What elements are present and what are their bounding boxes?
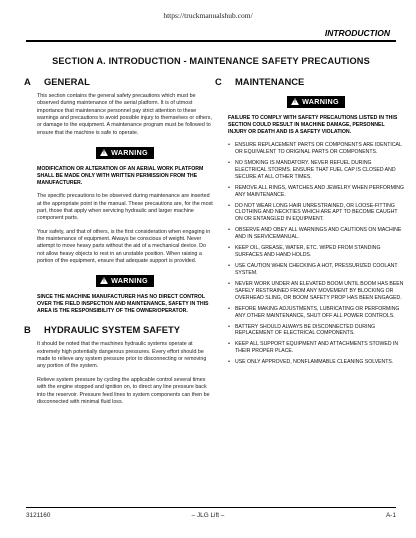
warning-box <box>287 96 345 108</box>
page-title: SECTION A. INTRODUCTION - MAINTENANCE SAFETY PRECAUTIONS <box>52 56 370 66</box>
section-letter: A <box>24 76 31 87</box>
list-item: • BATTERY SHOULD ALWAYS BE DISCONNECTED DURING REPLACEMENT OF ELECTRICAL COMPONENTS. <box>228 324 404 338</box>
list-item: • KEEP ALL SUPPORT EQUIPMENT AND ATTACHMENTS STOWED IN THEIR PROPER PLACE. <box>228 341 404 355</box>
list-item: • BEFORE MAKING ADJUSTMENTS, LUBRICATING OR PERFORMING ANY OTHER MAINTENANCE, SHUT OFF ALL POWER CONTROLS. <box>228 306 404 320</box>
section-heading-hydraulic <box>24 324 213 336</box>
warning-text: FAILURE TO COMPLY WITH SAFETY PRECAUTIONS LISTED IN THIS SECTION COULD RESULT IN MACHINE DAMAGE, PERSONNEL INJURY OR DEATH AND IS A SAFETY VIOLATION. <box>228 115 398 136</box>
list-item: • USE ONLY APPROVED, NONFLAMMABLE CLEANING SOLVENTS. <box>228 359 404 366</box>
warning-label: WARNING <box>111 276 148 286</box>
footer-rule <box>26 507 396 508</box>
general-paragraph: The specific precautions to be observed during maintenance are inserted at the appropriate point in the manual. These precautions are, for the most part, those that apply when servicing hydraulic and larger machine component parts. <box>37 193 213 222</box>
warning-box <box>96 275 154 287</box>
warning-box <box>96 147 154 159</box>
section-tag: INTRODUCTION <box>324 28 390 38</box>
footer-brand: – JLG Lift – <box>191 512 225 519</box>
warning-triangle-icon <box>100 277 108 284</box>
section-title: MAINTENANCE <box>235 76 305 87</box>
warning-triangle-icon <box>291 98 299 105</box>
warning-text: MODIFICATION OR ALTERATION OF AN AERIAL WORK PLATFORM SHALL BE MADE ONLY WITH WRITTEN PERMISSION FROM THE MANUFACTURER. <box>37 166 204 187</box>
document-number: 3121160 <box>26 512 51 519</box>
section-heading-maintenance <box>215 76 404 87</box>
section-title: GENERAL <box>44 76 90 87</box>
section-heading-general <box>24 76 213 87</box>
list-item: • KEEP OIL, GREASE, WATER, ETC. WIPED FROM STANDING SURFACES AND HAND HOLDS. <box>228 245 404 259</box>
section-title: HYDRAULIC SYSTEM SAFETY <box>44 324 180 336</box>
general-intro: This section contains the general safety precautions which must be observed during maintenance of the aerial platform. It is of utmost importance that maintenance personnel pay strict attention to these warnings and precautions to avoid possible injury to themselves or others, or damage to the equipment. A maintenance program must be followed to ensure that the machine is safe to operate. <box>37 93 212 136</box>
list-item: • ENSURE REPLACEMENT PARTS OR COMPONENTS ARE IDENTICAL OR EQUIVALENT TO ORIGINAL PARTS OR COMPONENTS. <box>228 142 404 156</box>
list-item: • OBSERVE AND OBEY ALL WARNINGS AND CAUTIONS ON MACHINE AND IN SERVICEMANUAL. <box>228 227 404 241</box>
warning-triangle-icon <box>100 149 108 156</box>
precautions-list <box>228 142 404 366</box>
hydraulic-paragraph: It should be noted that the machines hydraulic systems operate at extremely high potentially dangerous pressures. Every effort should be made to relieve any system pressure prior to disconnecting or removing any portion of the system. <box>37 341 207 370</box>
warning-label: WARNING <box>111 148 148 158</box>
list-item: • USE CAUTION WHEN CHECKING A HOT, PRESSURIZED COOLANT SYSTEM. <box>228 263 404 277</box>
list-item: • REMOVE ALL RINGS, WATCHES AND JEWELRY WHEN PERFORMING ANY MAINTENANCE. <box>228 185 404 199</box>
warning-text: SINCE THE MACHINE MANUFACTURER HAS NO DIRECT CONTROL OVER THE FIELD INSPECTION AND MAINTENANCE, SAFETY IN THIS AREA IS THE RESPONSIBILITY OF THE OWNER/OPERATOR. <box>37 294 209 315</box>
section-letter: C <box>215 76 222 87</box>
section-letter: B <box>24 324 31 336</box>
list-item: • DO NOT WEAR LONG HAIR UNRESTRAINED, OR LOOSE-FITTING CLOTHING AND NECKTIES WHICH ARE APT TO BECOME CAUGHT ON OR ENTANGLED IN EQUIPMENT. <box>228 203 404 224</box>
source-url: https://truckmanualshub.com/ <box>163 11 253 20</box>
list-item: • NEVER WORK UNDER AN ELEVATED BOOM UNTIL BOOM HAS BEEN SAFELY RESTRAINED FROM ANY MOVEMENT BY BLOCKING OR OVERHEAD SLING, OR BOOM SAFETY PROP HAS BEEN ENGAGED. <box>228 281 404 302</box>
left-column <box>24 76 213 412</box>
general-paragraph: Your safety, and that of others, is the first consideration when engaging in the maintenance of equipment. Always be conscious of weight. Never attempt to move heavy parts without the aid of a mechanical device. Do not allow heavy objects to rest in an unstable position. When raising a portion of the equipment, ensure that adequate support is provided. <box>37 228 211 264</box>
right-column <box>215 76 404 370</box>
warning-label: WARNING <box>302 97 339 106</box>
list-item: • NO SMOKING IS MANDATORY. NEVER REFUEL DURING ELECTRICAL STORMS. ENSURE THAT FUEL CAP IS CLOSED AND SECURE AT ALL OTHER TIMES. <box>228 160 404 181</box>
page-number: A-1 <box>386 512 396 519</box>
hydraulic-paragraph: Relieve system pressure by cycling the applicable control several times with the engine stopped and ignition on, to direct any line pressure back into the reservoir. Pressure feed lines to system components can then be disconnected with minimal fluid loss. <box>37 376 210 405</box>
header-rule <box>26 40 396 42</box>
